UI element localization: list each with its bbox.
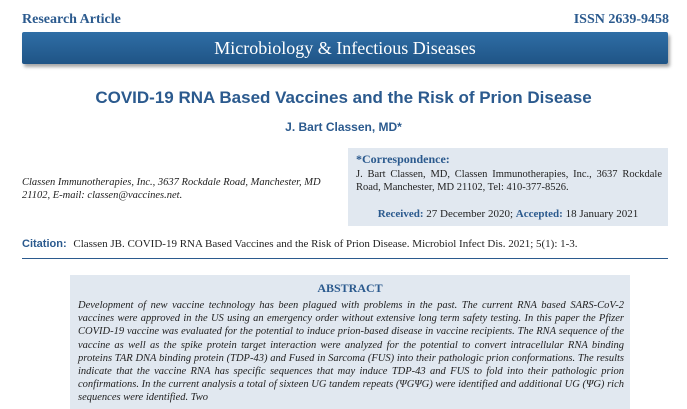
divider xyxy=(22,258,668,259)
correspondence-text: J. Bart Classen, MD, Classen Immunotherapies, Inc., 3637 Rockdale Road, Manchester, MD 21102, Tel: 410-377-8526. xyxy=(356,169,662,193)
received-label: Received: xyxy=(377,208,424,220)
accepted-date: 18 January 2021 xyxy=(565,208,639,220)
journal-title: Microbiology & Infectious Diseases xyxy=(214,37,476,58)
correspondence-box xyxy=(348,148,668,226)
author-name: J. Bart Classen, MD* xyxy=(285,120,402,134)
journal-banner xyxy=(22,32,668,64)
abstract-heading: ABSTRACT xyxy=(317,281,383,295)
article-dates xyxy=(348,208,668,220)
received-date: 27 December 2020; xyxy=(426,208,514,220)
article-title: COVID-19 RNA Based Vaccines and the Risk of Prion Disease xyxy=(95,88,592,107)
citation xyxy=(22,238,578,250)
author-affiliation: Classen Immunotherapies, Inc., 3637 Rockdale Road, Manchester, MD 21102, E-mail: classen@vaccines.net. xyxy=(22,177,321,201)
abstract-box xyxy=(70,275,630,409)
citation-text: Classen JB. COVID-19 RNA Based Vaccines and the Risk of Prion Disease. Microbiol Infect Dis. 2021; 5(1): 1-3. xyxy=(73,238,578,250)
abstract-text: Development of new vaccine technology has been plagued with problems in the past. The current RNA based SARS-CoV-2 vaccines were approved in the US using an emergency order without extensive long term safety testing. In this paper the Pfizer COVID-19 vaccine was evaluated for the potential to induce prion-based disease in vaccine recipients. The RNA sequence of the vaccine as well as the spike protein target interaction were analyzed for the potential to convert intracellular RNA binding proteins TAR DNA binding protein (TDP-43) and Fused in Sarcoma (FUS) into their pathologic prion conformations. The results indicate that the vaccine RNA has specific sequences that may induce TDP-43 and FUS to fold into their pathologic prion confirmations. In the current analysis a total of sixteen UG tandem repeats (ΨGΨG) were identified and additional UG (ΨG) rich sequences were identified. Two xyxy=(78,300,624,404)
issn-label: ISSN 2639-9458 xyxy=(573,12,669,27)
correspondence-heading: *Correspondence: xyxy=(356,152,450,166)
article-type-label: Research Article xyxy=(22,12,121,27)
accepted-label: Accepted: xyxy=(515,208,563,220)
citation-label: Citation: xyxy=(22,238,67,250)
